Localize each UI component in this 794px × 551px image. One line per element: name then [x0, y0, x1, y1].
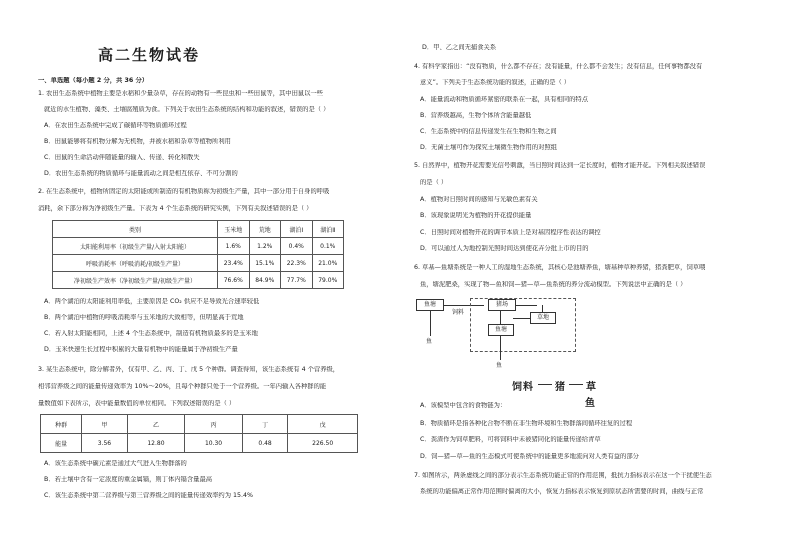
- q3-table: [40, 414, 358, 453]
- cycle-pig: 猪: [555, 382, 566, 393]
- arrow: [542, 305, 543, 312]
- table-row: [53, 272, 344, 289]
- q5-stem-line: 的是（ ）: [420, 179, 448, 186]
- table-row: [53, 255, 344, 272]
- arrow: [500, 310, 501, 324]
- system-dashed-boundary: [470, 298, 576, 352]
- q1-option: D．农田生态系统的物质循环与能量流动之间是相互依存、不可分割的: [44, 170, 238, 177]
- table-cell: 10.30: [185, 434, 243, 453]
- table-cell: 戊: [288, 415, 358, 434]
- arrow: [513, 318, 530, 319]
- q4-stem-line: 意义”。下列关于生态系统功能的叙述，正确的是（ ）: [420, 79, 571, 86]
- table-cell: 21.0%: [312, 255, 344, 272]
- table-cell: 77.7%: [281, 272, 313, 289]
- table-cell: 0.1%: [312, 238, 344, 255]
- q2-option: C．若入射太阳能相同，上述 4 个生态系统中，制造有机物质最多的是玉米地: [44, 330, 258, 337]
- q3-option: D．甲、乙之间无捕食关系: [422, 44, 497, 51]
- arrow: [430, 310, 431, 336]
- q3-stem-line: 3. 某生态系统中，除分解者外，仅有甲、乙、丙、丁、戊 5 个种群。调查得知，该生态系统有 4 个营养级，: [38, 366, 340, 373]
- cycle-feed: 饲料: [512, 382, 534, 393]
- q4-option: D．无菌土壤可作为探究土壤微生物作用的对照组: [420, 144, 558, 151]
- q6-option: A．该模型中包含的食物链为：: [420, 402, 507, 409]
- fish-pond-box: 鱼塘: [488, 324, 514, 336]
- q1-stem-line: 就近的水生植物、藻类、土壤腐殖质为食。下列关于农田生态系统的结构和功能的叙述，错误的是（ ）: [44, 106, 330, 113]
- table-cell: 79.0%: [312, 272, 344, 289]
- table-cell: 0.4%: [281, 238, 313, 255]
- q3-option: C．该生态系统中第二营养级与第三营养级之间的能量传递效率约为 15.4%: [44, 492, 254, 499]
- table-cell: 甲: [82, 415, 127, 434]
- q3-stem-line: 相邻营养级之间的能量传递效率为 10%～20%，且每个种群只处于一个营养级。一年内输入各种群的能: [38, 383, 327, 390]
- q5-option: C．日照时间对植物开花的调节本质上是对基因程序性表达的调控: [420, 229, 601, 236]
- table-header-row: [53, 221, 344, 238]
- table-cell: 1.6%: [218, 238, 250, 255]
- q2-option: B．两个湖泊中植物的呼吸消耗率与玉米地的大致相等，但明显高于荒地: [44, 314, 244, 321]
- table-cell: 22.3%: [281, 255, 313, 272]
- q5-option: A．植物对日照时间的感知与光敏色素有关: [420, 196, 538, 203]
- table-cell: 76.6%: [218, 272, 250, 289]
- q7-stem-line: 系统的功能偏离正常作用范围时偏离的大小，恢复力指标表示恢复到原状态所需要的时间，曲线与正常: [420, 488, 704, 495]
- table-cell: 84.9%: [249, 272, 281, 289]
- table-cell: 12.80: [127, 434, 185, 453]
- exam-title: 高二生物试卷: [98, 46, 201, 64]
- q2-stem-line: 消耗，余下部分称为净初级生产量。下表为 4 个生态系统的研究实例，下列有关叙述错误的是（ ）: [38, 205, 313, 212]
- cycle-grass: 草: [586, 382, 597, 393]
- arrow: [500, 335, 501, 360]
- q5-stem-line: 5. 自然界中，植物开花需要光信号刺激，当日照时间达到一定长度时，植物才能开花。下列相关叙述错误: [414, 162, 706, 169]
- q6-option: D．饲—猪—草—鱼的生态模式可使系统中的能量更多地流向对人类有益的部分: [420, 453, 639, 460]
- q7-stem-line: 7. 如图所示，两条虚线之间的部分表示生态系统功能正常的作用范围，抵抗力指标表示在这一个干扰使生态: [414, 472, 712, 479]
- pig-farm-box: 猪场: [488, 299, 516, 311]
- table-cell: 种群: [41, 415, 82, 434]
- q4-stem-line: 4. 有科学家指出：“没有物质，什么都不存在；没有能量，什么都不会发生；没有信息，任何事物都没有: [414, 63, 703, 70]
- q2-table: [52, 220, 344, 289]
- q4-option: C．生态系统中的信息传递发生在生物和生物之间: [420, 128, 557, 135]
- table-cell: 23.4%: [218, 255, 250, 272]
- table-cell: 湖泊Ⅱ: [312, 221, 344, 238]
- section-heading: 一、单选题（每小题 2 分，共 36 分）: [38, 77, 149, 84]
- table-cell: 荒地: [249, 221, 281, 238]
- table-cell: 呼吸消耗率（呼吸消耗/初级生产量）: [53, 255, 218, 272]
- q2-option: D．玉米快速生长过程中积累的大量有机物中的能量属于净初级生产量: [44, 346, 238, 353]
- fish-output-label: 鱼: [426, 338, 433, 345]
- q4-option: A．能量流动和物质循环紧密的联系在一起，具有相同的特点: [420, 96, 589, 103]
- q6-option: C．粪渣作为饲草肥料，可将饲料中未被猪同化的能量传递给青草: [420, 436, 601, 443]
- table-cell: 3.56: [82, 434, 127, 453]
- q1-stem-line: 1. 农田生态系统中植物主要是水稻和少量杂草，存在的动物有一些昆虫和一些田鼠等，其中田鼠以一些: [38, 90, 324, 97]
- q6-option: B．物质循环是指各种化合物不断在非生物环境和生物群落间循环往复的过程: [420, 420, 633, 427]
- q3-option: B．若土壤中含有一定浓度的重金属镉，则丁体内镉含量最高: [44, 476, 213, 483]
- table-cell: 乙: [127, 415, 185, 434]
- q5-option: D．可以通过人为地控制光照时间达到使花卉分批上市的目的: [420, 245, 589, 252]
- table-cell: 226.50: [288, 434, 358, 453]
- arrow: [569, 384, 583, 385]
- arrow: [515, 305, 537, 306]
- table-cell: 15.1%: [249, 255, 281, 272]
- table-header-row: [41, 415, 358, 434]
- grassland-box: 草地: [530, 312, 556, 324]
- feed-label: 饲料: [452, 309, 465, 316]
- table-cell: 丁: [242, 415, 287, 434]
- arrow: [538, 384, 552, 385]
- fishpond-top-box: 鱼塘: [416, 299, 444, 311]
- q3-option: A．该生态系统中碳元素是通过大气进入生物群落的: [44, 460, 187, 467]
- q1-option: B．田鼠能够将有机物分解为无机物，并被水稻和杂草等植物所利用: [44, 138, 231, 145]
- table-cell: 太阳能利用率（初级生产量/入射太阳能）: [53, 238, 218, 255]
- q3-stem-line: 量数值如下表所示，表中能量数值的单位相同。下列叙述错误的是（ ）: [38, 400, 236, 407]
- q1-option: A．在农田生态系统中完成了碳循环等物质循环过程: [44, 122, 187, 129]
- q5-option: B．该现象说明光为植物的开花提供能量: [420, 212, 532, 219]
- cycle-fish: 鱼: [585, 398, 596, 409]
- q4-option: B．营养级越高，生物个体所含能量越低: [420, 112, 532, 119]
- table-row: [41, 434, 358, 453]
- table-cell: 能量: [41, 434, 82, 453]
- q2-option: A．两个湖泊的太阳能利用率低，主要原因是 CO₂ 供应不足导致光合速率较低: [44, 298, 260, 305]
- table-cell: 丙: [185, 415, 243, 434]
- q6-stem-line: 6. 草基—鱼塘系统是一种人工的湿地生态系统，其核心是池塘养鱼，塘基种草种养猪，猪粪肥草，饲草喂: [414, 264, 706, 271]
- flow-diagram: [412, 294, 612, 374]
- q1-option: C．田鼠的生命活动伴随能量的输入、传递、转化和散失: [44, 154, 200, 161]
- table-cell: 1.2%: [249, 238, 281, 255]
- q6-stem-line: 鱼，塘泥肥桑，实现了物—鱼和饲—猪—草—鱼系统的养分流动模型。下列说法中正确的是（ ）: [420, 281, 687, 288]
- q2-stem-line: 2. 在生态系统中，植物所固定的太阳能或所制造的有机物质称为初级生产量，其中一部分用于自身的呼吸: [38, 188, 330, 195]
- table-cell: 湖泊Ⅰ: [281, 221, 313, 238]
- table-cell: 类别: [53, 221, 218, 238]
- table-cell: 净初级生产效率（净初级生产量/初级生产量）: [53, 272, 218, 289]
- table-cell: 玉米地: [218, 221, 250, 238]
- table-cell: 0.48: [242, 434, 287, 453]
- table-row: [53, 238, 344, 255]
- fish-output-label: 鱼: [496, 362, 503, 369]
